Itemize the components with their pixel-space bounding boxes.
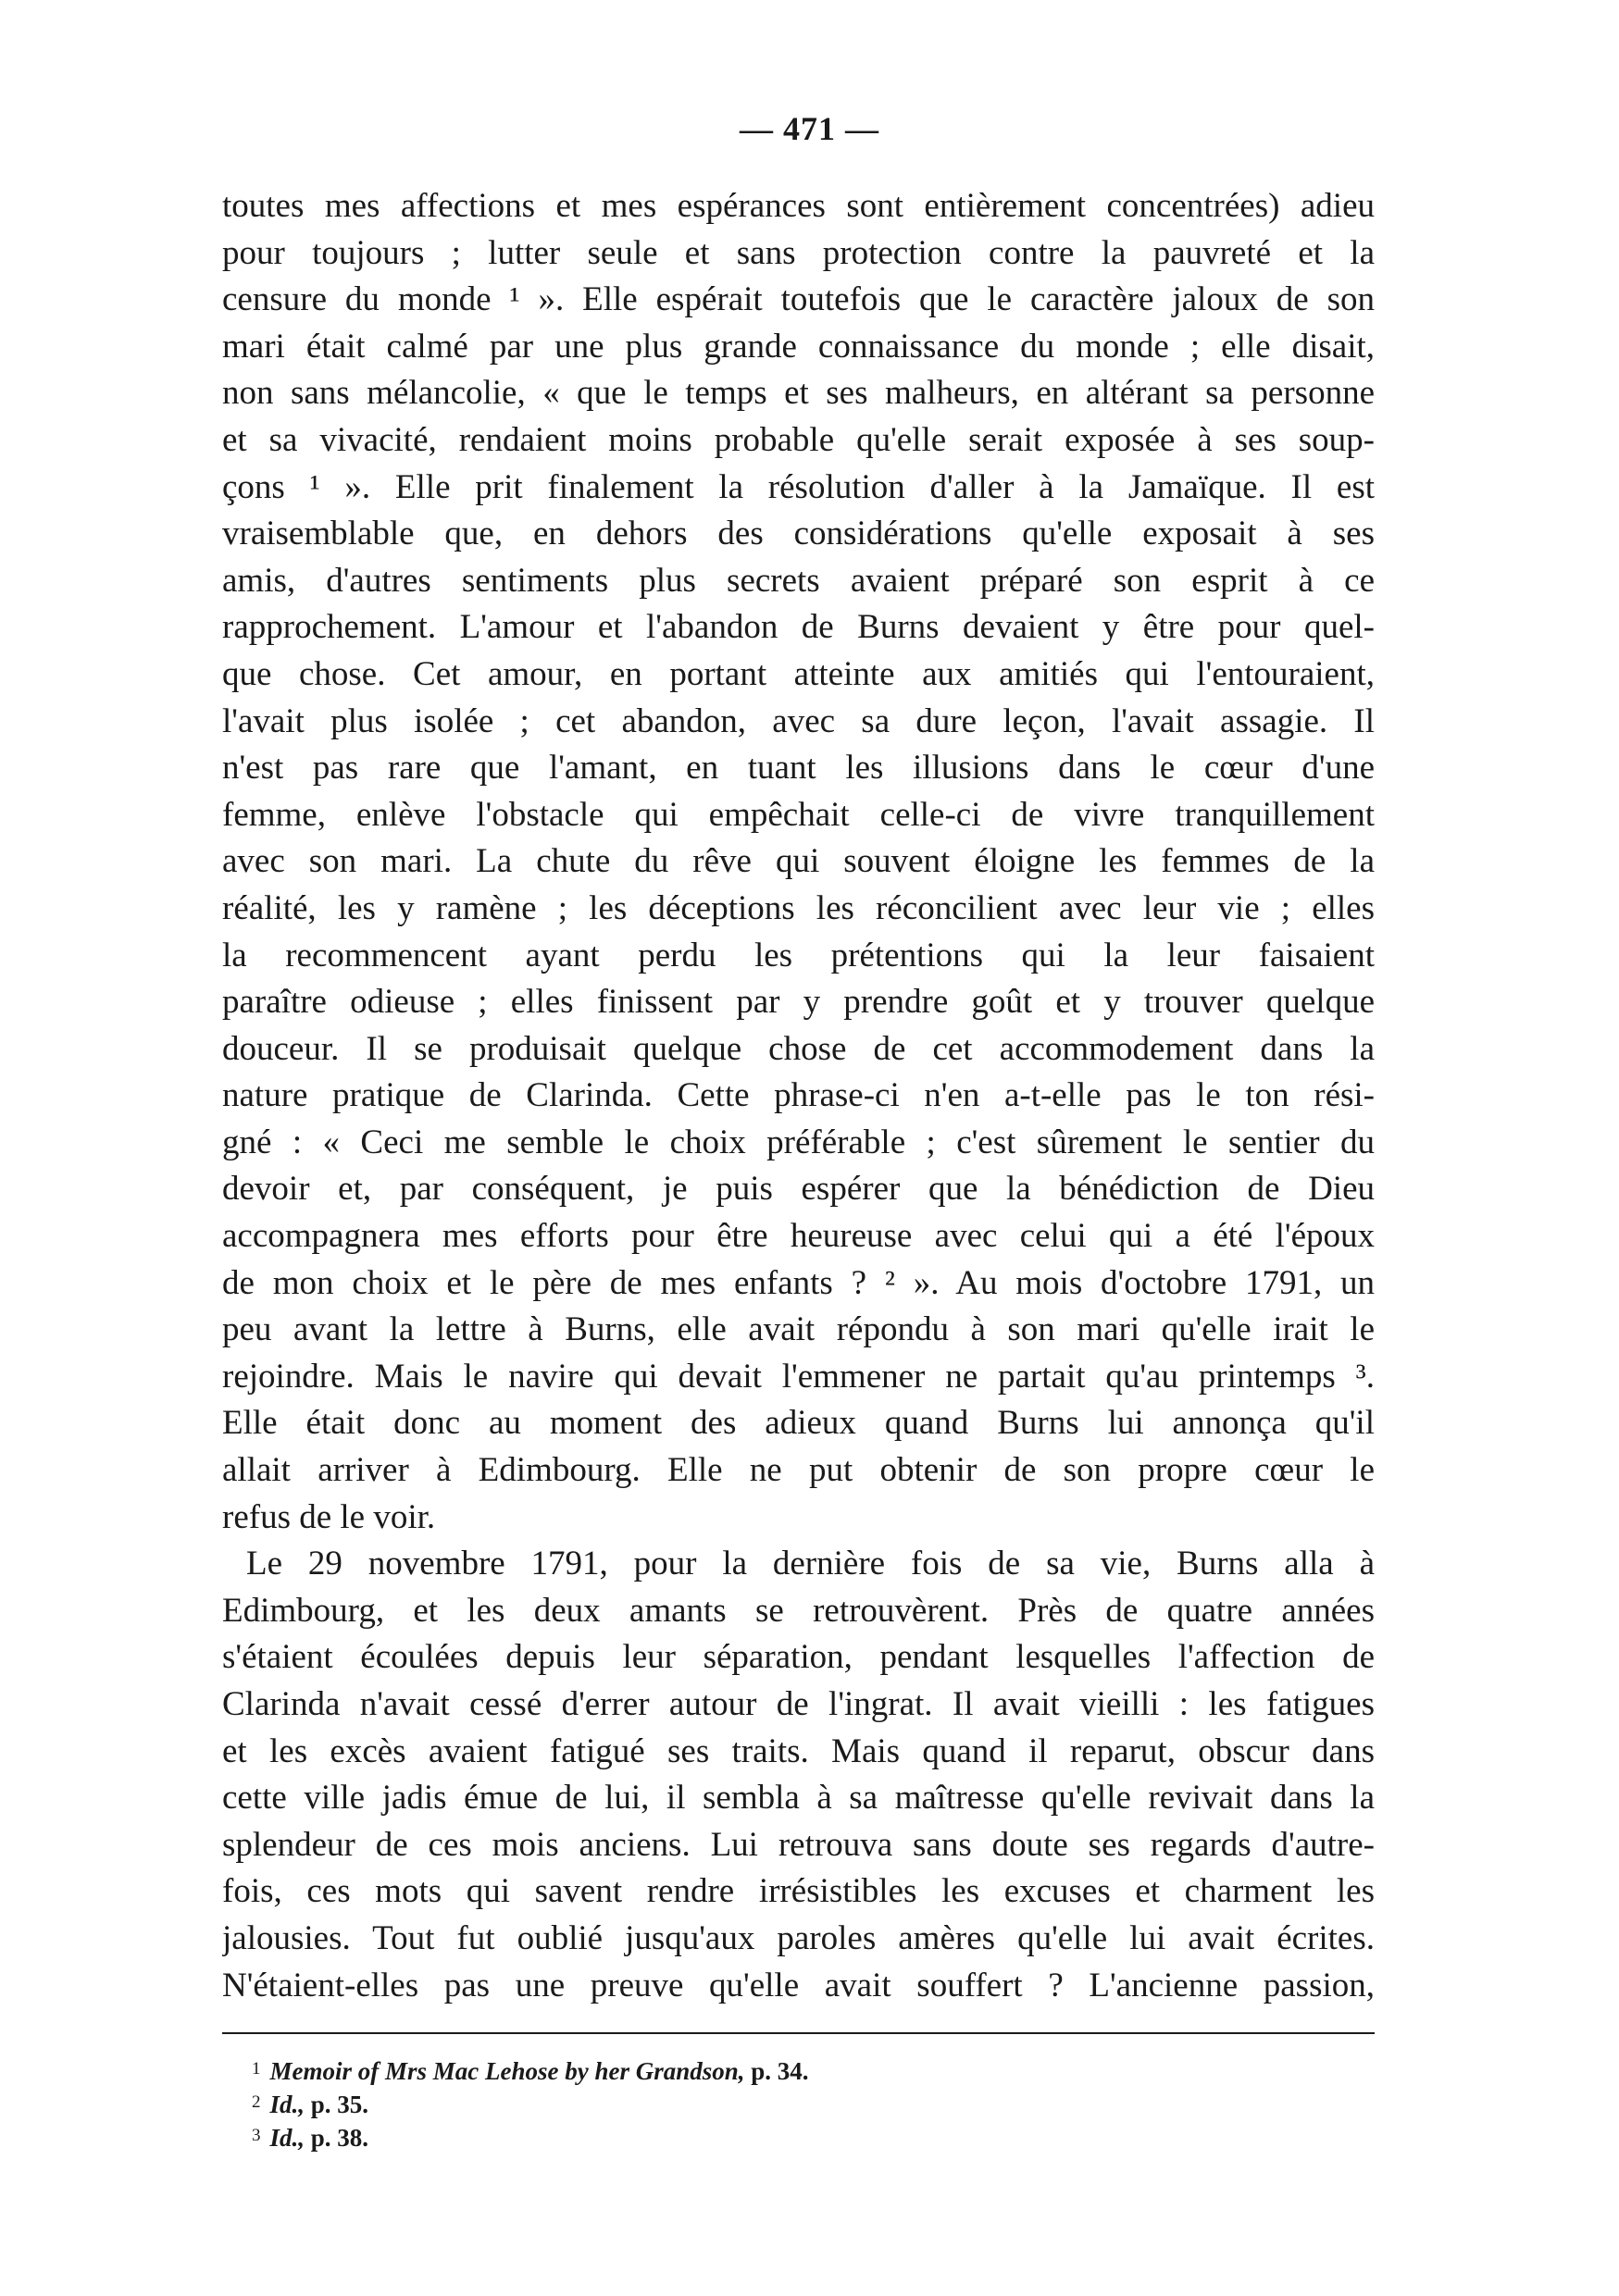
text-line: jalousies. Tout fut oublié jusqu'aux paroles amères qu'elle lui avait écrites.: [222, 1918, 1375, 1957]
text-line: toutes mes affections et mes espérances sont entièrement concentrées) adieu: [222, 187, 1375, 225]
text-line: douceur. Il se produisait quelque chose de cet accommodement dans la: [222, 1029, 1375, 1068]
text-line: n'est pas rare que l'amant, en tuant les illusions dans le cœur d'une: [222, 749, 1375, 788]
text-line: rapprochement. L'amour et l'abandon de Burns devaient y être pour quel-: [222, 608, 1375, 647]
text-line: avec son mari. La chute du rêve qui souvent éloigne les femmes de la: [222, 842, 1375, 881]
text-line: Clarinda n'avait cessé d'errer autour de l'ingrat. Il avait vieilli : les fatigues: [222, 1685, 1375, 1723]
text-line: allait arriver à Edimbourg. Elle ne put obtenir de son propre cœur le: [222, 1451, 1375, 1490]
text-line: Elle était donc au moment des adieux quand Burns lui annonça qu'il: [222, 1404, 1375, 1443]
text-line: nature pratique de Clarinda. Cette phrase-ci n'en a-t-elle pas le ton rési-: [222, 1076, 1375, 1115]
text-line: pour toujours ; lutter seule et sans protection contre la pauvreté et la: [222, 233, 1375, 272]
text-line: gné : « Ceci me semble le choix préférable ; c'est sûrement le sentier du: [222, 1123, 1375, 1161]
footnote: [252, 2119, 1270, 2153]
footnote-title: Id.,: [269, 2091, 305, 2118]
text-line: s'étaient écoulées depuis leur séparation, pendant lesquelles l'affection de: [222, 1638, 1375, 1677]
text-line: cette ville jadis émue de lui, il sembla à sa maîtresse qu'elle revivait dans la: [222, 1779, 1375, 1818]
text-line: de mon choix et le père de mes enfants ? ² ». Au mois d'octobre 1791, un: [222, 1263, 1375, 1302]
text-line: peu avant la lettre à Burns, elle avait répondu à son mari qu'elle irait le: [222, 1310, 1375, 1349]
text-line: censure du monde ¹ ». Elle espérait toutefois que le caractère jaloux de son: [222, 280, 1375, 319]
footnote-divider: [222, 2032, 1375, 2034]
footnote-mark: 1: [252, 2059, 261, 2079]
text-line: la recommencent ayant perdu les prétentions qui la leur faisaient: [222, 936, 1375, 974]
text-line: paraître odieuse ; elles finissent par y prendre goût et y trouver quelque: [222, 983, 1375, 1022]
footnote: [252, 2053, 1270, 2086]
text-line: vraisemblable que, en dehors des considérations qu'elle exposait à ses: [222, 515, 1375, 553]
text-line: l'avait plus isolée ; cet abandon, avec sa dure leçon, l'avait assagie. Il: [222, 701, 1375, 740]
footnote-ref: p. 34.: [744, 2057, 809, 2085]
footnote-mark: 3: [252, 2126, 261, 2145]
text-line: que chose. Cet amour, en portant atteinte aux amitiés qui l'entouraient,: [222, 654, 1375, 693]
text-line: amis, d'autres sentiments plus secrets avaient préparé son esprit à ce: [222, 561, 1375, 600]
text-line: et les excès avaient fatigué ses traits. Mais quand il reparut, obscur dans: [222, 1731, 1375, 1770]
text-line: femme, enlève l'obstacle qui empêchait celle-ci de vivre tranquillement: [222, 795, 1375, 834]
text-line: N'étaient-elles pas une preuve qu'elle avait souffert ? L'ancienne passion,: [222, 1966, 1375, 2004]
text-line: rejoindre. Mais le navire qui devait l'emmener ne partait qu'au printemps ³.: [222, 1357, 1375, 1396]
footnote-mark: 2: [252, 2092, 261, 2112]
footnote-ref: p. 38.: [305, 2124, 369, 2152]
text-line: refus de le voir.: [222, 1497, 436, 1536]
footnote-title: Memoir of Mrs Mac Lehose by her Grandson,: [269, 2057, 745, 2085]
footnote: [252, 2086, 1270, 2119]
text-line: çons ¹ ». Elle prit finalement la résolution d'aller à la Jamaïque. Il est: [222, 467, 1375, 506]
page-number: — 471 —: [740, 110, 879, 147]
text-line: non sans mélancolie, « que le temps et ses malheurs, en altérant sa personne: [222, 374, 1375, 413]
text-line: fois, ces mots qui savent rendre irrésistibles les excuses et charment les: [222, 1872, 1375, 1911]
text-line: et sa vivacité, rendaient moins probable qu'elle serait exposée à ses soup-: [222, 420, 1375, 459]
body-text: [222, 183, 1375, 2009]
text-line: mari était calmé par une plus grande connaissance du monde ; elle disait,: [222, 327, 1375, 366]
footnote-title: Id.,: [269, 2124, 305, 2152]
footnotes: [252, 2053, 1270, 2153]
text-line: réalité, les y ramène ; les déceptions les réconcilient avec leur vie ; elles: [222, 888, 1375, 927]
text-line: Edimbourg, et les deux amants se retrouvèrent. Près de quatre années: [222, 1591, 1375, 1630]
text-line: accompagnera mes efforts pour être heureuse avec celui qui a été l'époux: [222, 1217, 1375, 1256]
text-line: splendeur de ces mois anciens. Lui retrouva sans doute ses regards d'autre-: [222, 1825, 1375, 1864]
text-line: devoir et, par conséquent, je puis espérer que la bénédiction de Dieu: [222, 1170, 1375, 1209]
text-line: Le 29 novembre 1791, pour la dernière fois de sa vie, Burns alla à: [246, 1545, 1375, 1583]
footnote-ref: p. 35.: [305, 2091, 369, 2118]
